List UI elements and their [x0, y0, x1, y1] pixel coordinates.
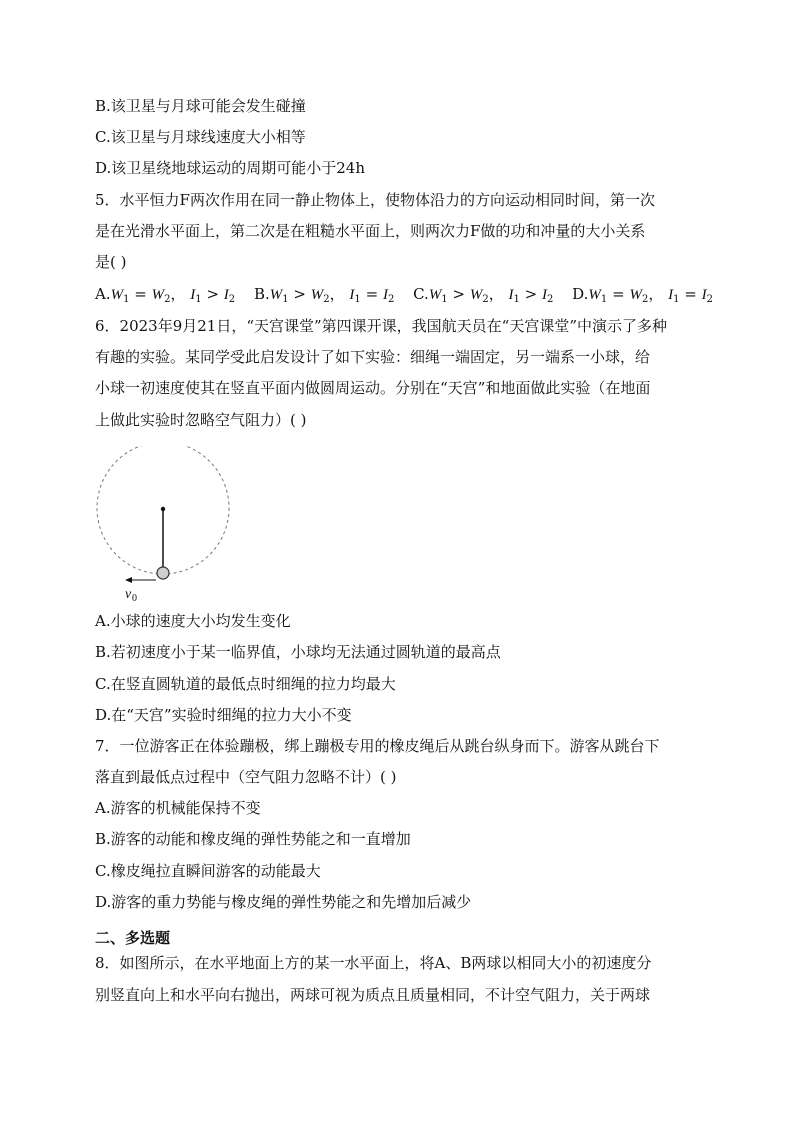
q7-stem-line-1: 7．一位游客正在体验蹦极，绑上蹦极专用的橡皮绳后从跳台纵身而下。游客从跳台下	[95, 737, 660, 755]
velocity-label: v	[125, 587, 132, 602]
velocity-label-sub: 0	[132, 593, 137, 604]
q8-stem-line-2: 别竖直向上和水平向右抛出，两球可视为质点且质量相同，不计空气阻力，关于两球	[95, 986, 651, 1004]
q5-stem-line-1: 5．水平恒力F两次作用在同一静止物体上，使物体沿力的方向运动相同时间，第一次	[95, 191, 655, 209]
arrow-head-icon	[125, 577, 132, 583]
q6-option-d: D.在“天宫”实验时细绳的拉力大小不变	[95, 706, 352, 724]
q6-stem-line-1: 6．2023年9月21日，“天宫课堂”第四课开课，我国航天员在“天宫课堂”中演示了多种	[95, 317, 668, 335]
q6-option-c: C.在竖直圆轨道的最低点时细绳的拉力均最大	[95, 675, 396, 693]
q6-stem-line-3: 小球一初速度使其在竖直平面内做圆周运动。分别在“天宫”和地面做此实验（在地面	[95, 379, 651, 397]
q5-option-c: $C.W_1 > W_2$， $I_1 > I_2$	[413, 285, 554, 305]
q6-option-b: B.若初速度小于某一临界值，小球均无法通过圆轨道的最高点	[95, 643, 501, 661]
q7-stem-line-2: 落直到最低点过程中（空气阻力忽略不计）( )	[95, 768, 397, 786]
q8-stem-line-1: 8．如图所示，在水平地面上方的某一水平面上，将A、B两球以相同大小的初速度分	[95, 954, 652, 972]
q5-option-d: $D.W_1 = W_2$， $I_1 = I_2$	[572, 285, 713, 305]
q6-stem-line-4: 上做此实验时忽略空气阻力）( )	[95, 411, 307, 429]
section-heading: 二、多选题	[95, 929, 171, 947]
q7-option-d: D.游客的重力势能与橡皮绳的弹性势能之和先增加后减少	[95, 893, 472, 911]
q4-option-b: B.该卫星与月球可能会发生碰撞	[95, 97, 306, 115]
circular-motion-figure	[95, 446, 245, 606]
q5-option-b: $B.W_1 > W_2$， $I_1 = I_2$	[253, 285, 395, 305]
ball	[157, 567, 169, 579]
q4-option-c: C.该卫星与月球线速度大小相等	[95, 128, 306, 146]
q6-stem-line-2: 有趣的实验。某同学受此启发设计了如下实验：细绳一端固定，另一端系一小球，给	[95, 348, 651, 366]
q5-stem-line-3: 是( )	[95, 253, 127, 271]
q7-option-a: A.游客的机械能保持不变	[95, 799, 261, 817]
q4-option-d: D.该卫星绕地球运动的周期可能小于24h	[95, 159, 366, 177]
q5-option-a: $A.W_1 = W_2$， $I_1 > I_2$	[95, 285, 236, 305]
q6-option-a: A.小球的速度大小均发生变化	[95, 612, 291, 630]
q7-option-c: C.橡皮绳拉直瞬间游客的动能最大	[95, 862, 321, 880]
q5-stem-line-2: 是在光滑水平面上，第二次是在粗糙水平面上，则两次力F做的功和冲量的大小关系	[95, 222, 646, 240]
q7-option-b: B.游客的动能和橡皮绳的弹性势能之和一直增加	[95, 830, 411, 848]
q5-options	[95, 284, 727, 310]
